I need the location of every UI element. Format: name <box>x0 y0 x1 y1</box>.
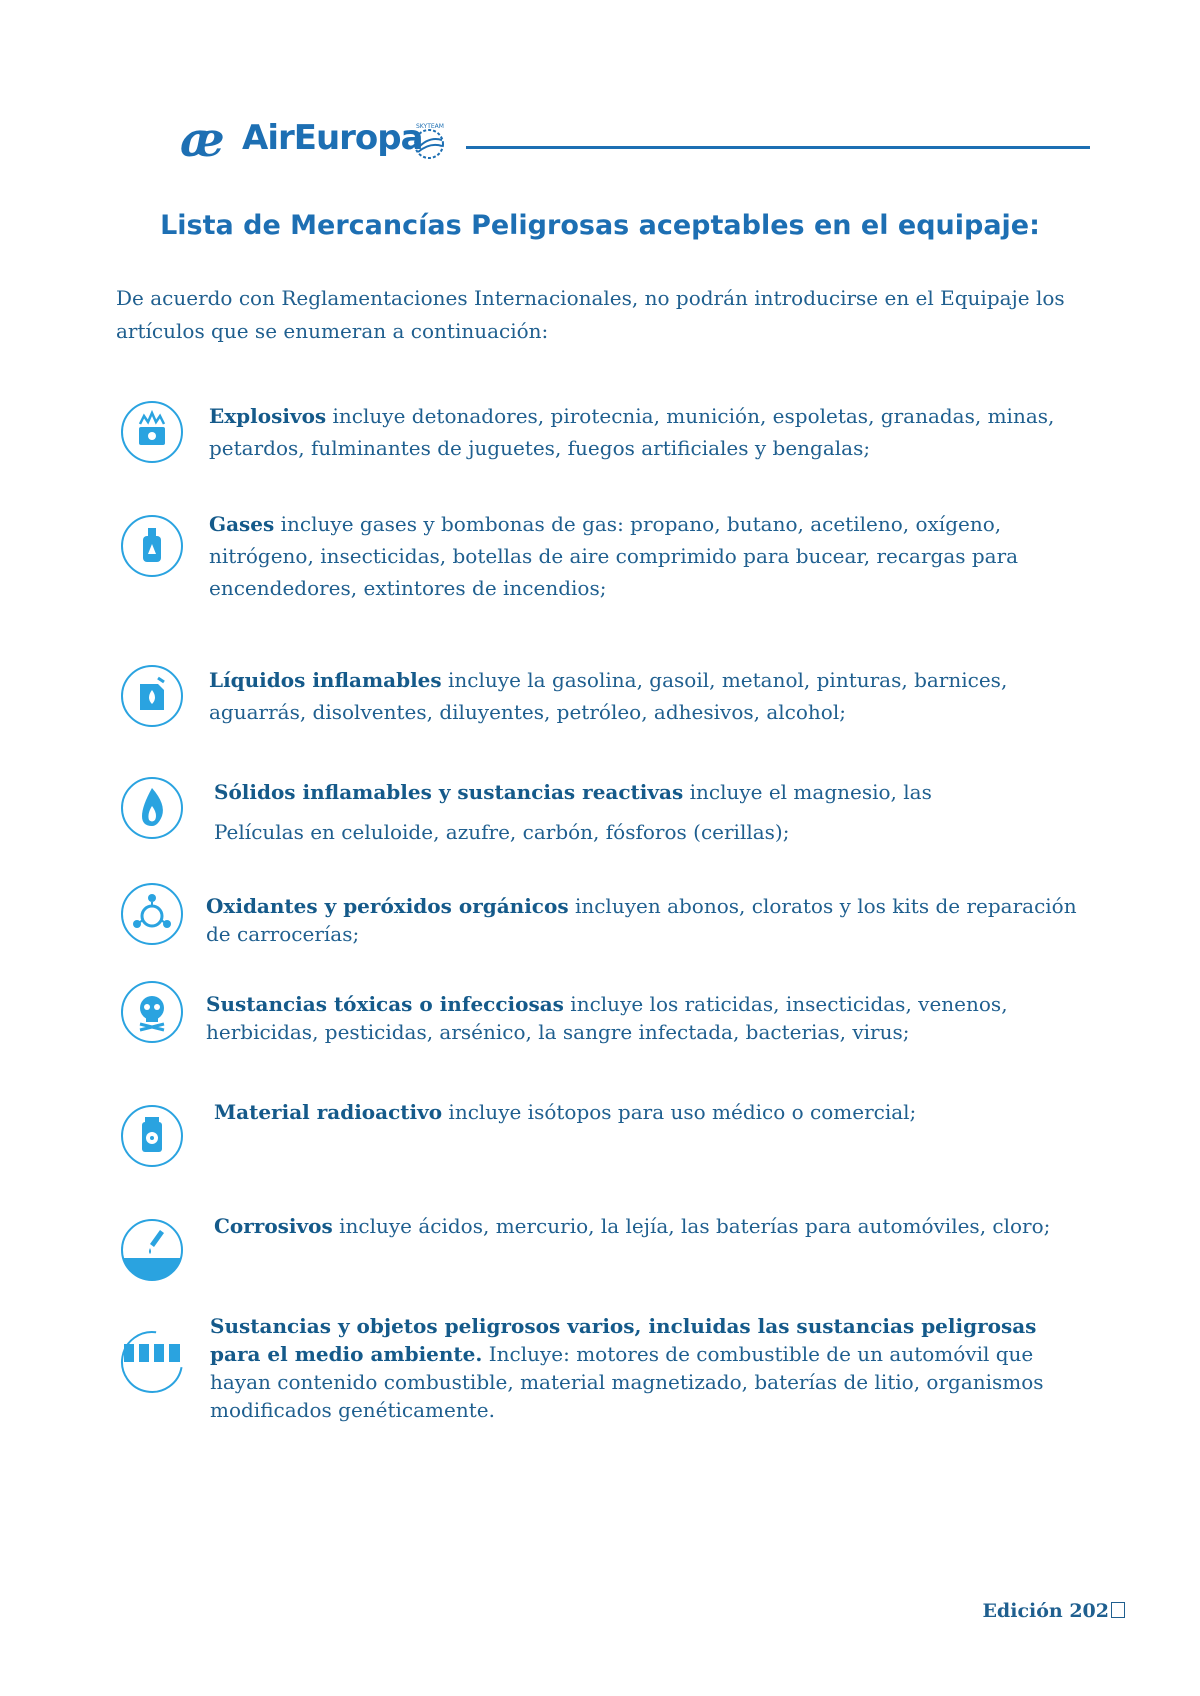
item-description: incluye detonadores, pirotecnia, munición, espoletas, granadas, minas, petardos, fulminantes de juguetes, fuegos artificiales y bengalas; <box>209 404 1055 460</box>
edition-text: Edición 202 <box>982 1600 1109 1622</box>
item-title: Sustancias y objetos peligrosos varios, incluidas las sustancias peligrosas para el medio ambiente. <box>210 1314 1037 1366</box>
item-title: Sustancias tóxicas o infecciosas <box>206 992 564 1016</box>
item-description: incluye isótopos para uso médico o comercial; <box>442 1100 917 1124</box>
item-title: Sólidos inflamables y sustancias reactivas <box>214 780 684 804</box>
intro-paragraph: De acuerdo con Reglamentaciones Internacionales, no podrán introducirse en el Equipaje los artículos que se enumeran a continuación: <box>116 286 1065 343</box>
skyteam-icon <box>406 120 452 164</box>
missing-glyph-icon <box>1111 1602 1125 1618</box>
item-description: incluye la gasolina, gasoil, metanol, pinturas, barnices, aguarrás, disolventes, diluyentes, petróleo, adhesivos, alcohol; <box>209 668 1008 724</box>
item-title: Explosivos <box>209 404 327 428</box>
header-rule <box>466 146 1090 149</box>
explosives-icon <box>120 400 184 464</box>
item-description: incluyen abonos, cloratos y los kits de reparación de carrocerías; <box>206 894 1077 946</box>
oxidizer-icon <box>120 882 184 946</box>
radioactive-icon <box>120 1104 184 1168</box>
flame-icon <box>120 776 184 840</box>
item-description: Incluye: motores de combustible de un automóvil que hayan contenido combustible, material magnetizado, baterías de litio, organismos modificados genéticamente. <box>210 1342 1044 1422</box>
header <box>180 112 1090 172</box>
item-title: Material radioactivo <box>214 1100 443 1124</box>
svg-text:æ: æ <box>180 114 225 164</box>
misc-hazard-icon <box>120 1330 184 1394</box>
item-description: incluye ácidos, mercurio, la lejía, las baterías para automóviles, cloro; <box>332 1214 1051 1238</box>
item-description: incluye los raticidas, insecticidas, venenos, herbicidas, pesticidas, arsénico, la sangre infectada, bacterias, virus; <box>206 992 1008 1044</box>
item-description-line2: Películas en celuloide, azufre, carbón, fósforos (cerillas); <box>214 820 790 844</box>
edition-label <box>982 1600 1125 1622</box>
page-title: Lista de Mercancías Peligrosas aceptables en el equipaje: <box>160 210 1040 241</box>
corrosive-icon <box>120 1218 184 1282</box>
item-title: Corrosivos <box>214 1214 333 1238</box>
skyteam-label: SKYTEAM <box>416 123 444 130</box>
item-title: Oxidantes y peróxidos orgánicos <box>206 894 569 918</box>
item-description: incluye gases y bombonas de gas: propano, butano, acetileno, oxígeno, nitrógeno, insecticidas, botellas de aire comprimido para bucear, recargas para encendedores, extintores de incendios; <box>209 512 1019 600</box>
item-title: Gases <box>209 512 275 536</box>
item-description: incluye el magnesio, las <box>683 780 932 804</box>
fuel-can-icon <box>120 664 184 728</box>
air-europa-logo-icon <box>180 114 240 164</box>
gas-cylinder-icon <box>120 514 184 578</box>
skull-icon <box>120 980 184 1044</box>
item-title: Líquidos inflamables <box>209 668 442 692</box>
logo-text: AirEuropa <box>242 118 423 158</box>
